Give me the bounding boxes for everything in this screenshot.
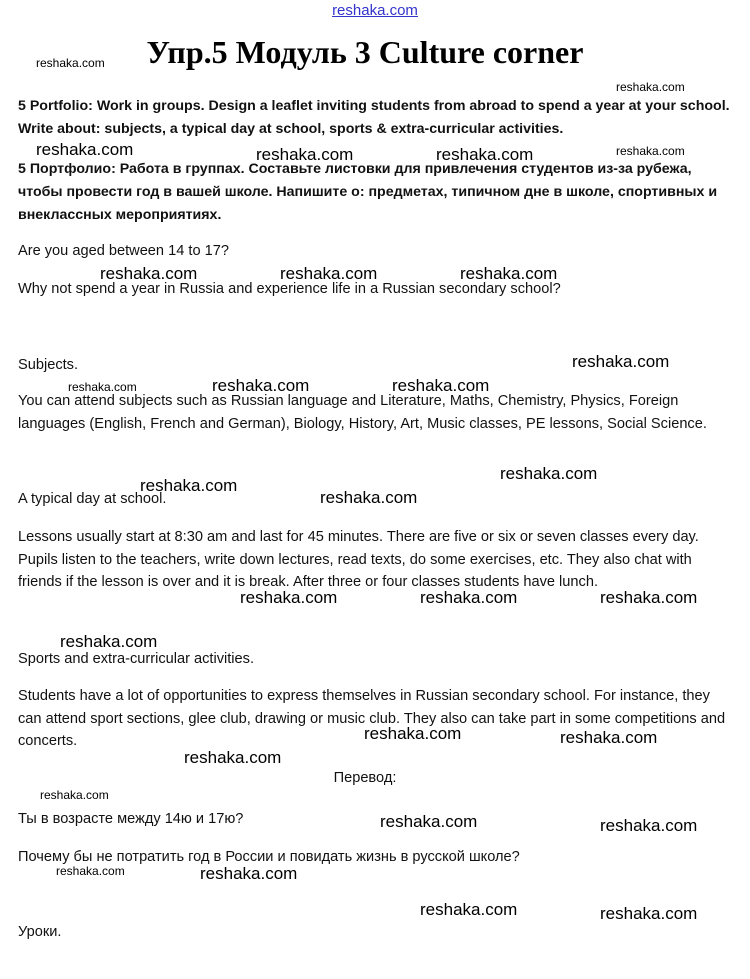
watermark: reshaka.com [560,728,658,747]
paragraph-sports: Students have a lot of opportunities to express themselves in Russian secondary school. For instance, they can attend sport sections, glee club, drawing or music club. They also can take part in some competitions and concerts. [18,688,726,749]
watermark: reshaka.com [36,56,105,70]
translation-label: Перевод: [333,770,397,786]
task-russian: 5 Портфолио: Работа в группах. Составьте листовки для привлечения студентов из-за рубежа, чтобы провести год в вашей школе. Напишите о: предметах, типичном дне в школе, спортивных и внеклассных мероприятиях. [18,161,718,223]
watermark: reshaka.com [212,376,310,395]
ru-heading-subjects: Уроки. [18,924,62,940]
watermark: reshaka.com [60,632,158,651]
watermark: reshaka.com [364,724,462,743]
watermark: reshaka.com [600,904,698,923]
watermark: reshaka.com [616,80,685,94]
page-title: Упр.5 Модуль 3 Culture corner [146,34,584,70]
watermark: reshaka.com [572,352,670,371]
watermark: reshaka.com [460,264,558,283]
task-english: 5 Portfolio: Work in groups. Design a leaflet inviting students from abroad to spend a year at your school. Write about: subjects, a typical day at school, sports & extra-curricular activities. [18,98,730,137]
watermark: reshaka.com [140,476,238,495]
paragraph-typical-day: Lessons usually start at 8:30 am and last for 45 minutes. There are five or six or seven classes every day. Pupils listen to the teachers, write down lectures, read texts, do some exercises, etc. They also chat with friends if the lesson is over and it is break. After three or four classes students have lunch. [18,529,699,590]
watermark: reshaka.com [100,264,198,283]
watermark: reshaka.com [280,264,378,283]
ru-question-age: Ты в возрасте между 14ю и 17ю? [18,811,244,827]
question-why: Why not spend a year in Russia and experience life in a Russian secondary school? [18,281,561,297]
watermark: reshaka.com [184,748,282,767]
watermark: reshaka.com [420,588,518,607]
paragraph-subjects: You can attend subjects such as Russian language and Literature, Maths, Chemistry, Physics, Foreign languages (English, French and German), Biology, History, Art, Music classes, PE lessons, Social Science. [18,393,707,432]
watermark: reshaka.com [600,816,698,835]
watermark: reshaka.com [56,864,125,878]
watermark: reshaka.com [36,140,134,159]
watermark: reshaka.com [256,145,354,164]
watermark: reshaka.com [500,464,598,483]
watermark: reshaka.com [600,588,698,607]
watermark: reshaka.com [436,145,534,164]
heading-sports: Sports and extra-curricular activities. [18,651,255,667]
watermark: reshaka.com [420,900,518,919]
question-age: Are you aged between 14 to 17? [18,243,229,259]
ru-question-why: Почему бы не потратить год в России и повидать жизнь в русской школе? [18,849,520,865]
watermark: reshaka.com [380,812,478,831]
heading-typical-day: A typical day at school. [18,491,167,507]
watermark: reshaka.com [392,376,490,395]
heading-subjects: Subjects. [18,357,79,373]
watermark: reshaka.com [200,864,298,883]
watermark: reshaka.com [68,380,137,394]
watermark: reshaka.com [40,788,109,802]
watermark: reshaka.com [320,488,418,507]
watermark: reshaka.com [616,144,685,158]
site-link[interactable]: reshaka.com [332,2,418,19]
watermark: reshaka.com [240,588,338,607]
